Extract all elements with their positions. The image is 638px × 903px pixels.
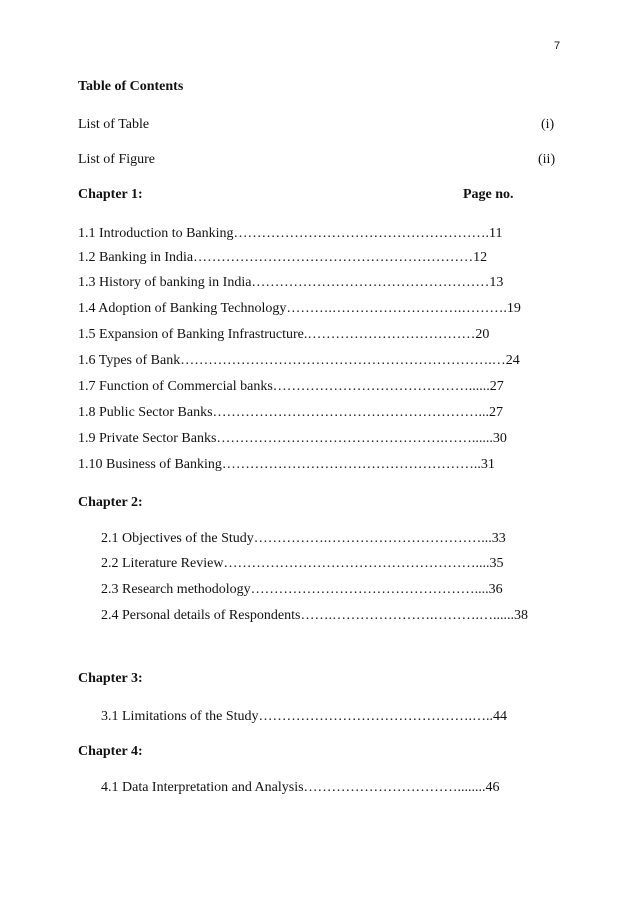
toc-entry: 1.6 Types of Bank………………………………………………………….…24	[78, 353, 520, 368]
chapter1-heading: Chapter 1:	[78, 187, 143, 202]
toc-entry: 1.10 Business of Banking………………………………………………..31	[78, 457, 495, 472]
chapter4-heading: Chapter 4:	[78, 744, 143, 759]
toc-entry: 4.1 Data Interpretation and Analysis……………………………........46	[101, 780, 500, 795]
page-number: 7	[554, 40, 561, 52]
toc-entry: 1.4 Adoption of Banking Technology……….……………………….……….19	[78, 301, 521, 316]
toc-front-matter-list-of-table-page: (i)	[541, 117, 555, 132]
toc-entry: 2.3 Research methodology…………………………………………....36	[101, 582, 503, 597]
toc-entry: 2.1 Objectives of the Study…………….……………………………...33	[101, 531, 506, 546]
toc-entry: 2.2 Literature Review………………………………………………....35	[101, 556, 504, 571]
toc-entry: 1.2 Banking in India……………………………………………………12	[78, 250, 488, 265]
toc-title: Table of Contents	[78, 79, 184, 94]
page-no-heading: Page no.	[463, 187, 514, 202]
toc-front-matter-list-of-table: List of Table	[78, 117, 150, 132]
toc-front-matter-list-of-figure: List of Figure	[78, 152, 155, 167]
chapter2-heading: Chapter 2:	[78, 495, 143, 510]
chapter3-heading: Chapter 3:	[78, 671, 143, 686]
toc-entry: 1.3 History of banking in India……………………………………………13	[78, 275, 504, 290]
toc-entry: 1.1 Introduction to Banking……………………………………………….11	[78, 226, 503, 241]
toc-entry: 2.4 Personal details of Respondents…….………………….……….…......38	[101, 608, 528, 623]
toc-entry: 3.1 Limitations of the Study……………………………………….…..44	[101, 709, 507, 724]
toc-entry: 1.5 Expansion of Banking Infrastructure.………………………………20	[78, 327, 490, 342]
toc-entry: 1.7 Function of Commercial banks……………………………………......27	[78, 379, 504, 394]
toc-entry: 1.9 Private Sector Banks………………………………………….……......30	[78, 431, 507, 446]
toc-entry: 1.8 Public Sector Banks…………………………………………………...27	[78, 405, 504, 420]
toc-front-matter-list-of-figure-page: (ii)	[538, 152, 556, 167]
